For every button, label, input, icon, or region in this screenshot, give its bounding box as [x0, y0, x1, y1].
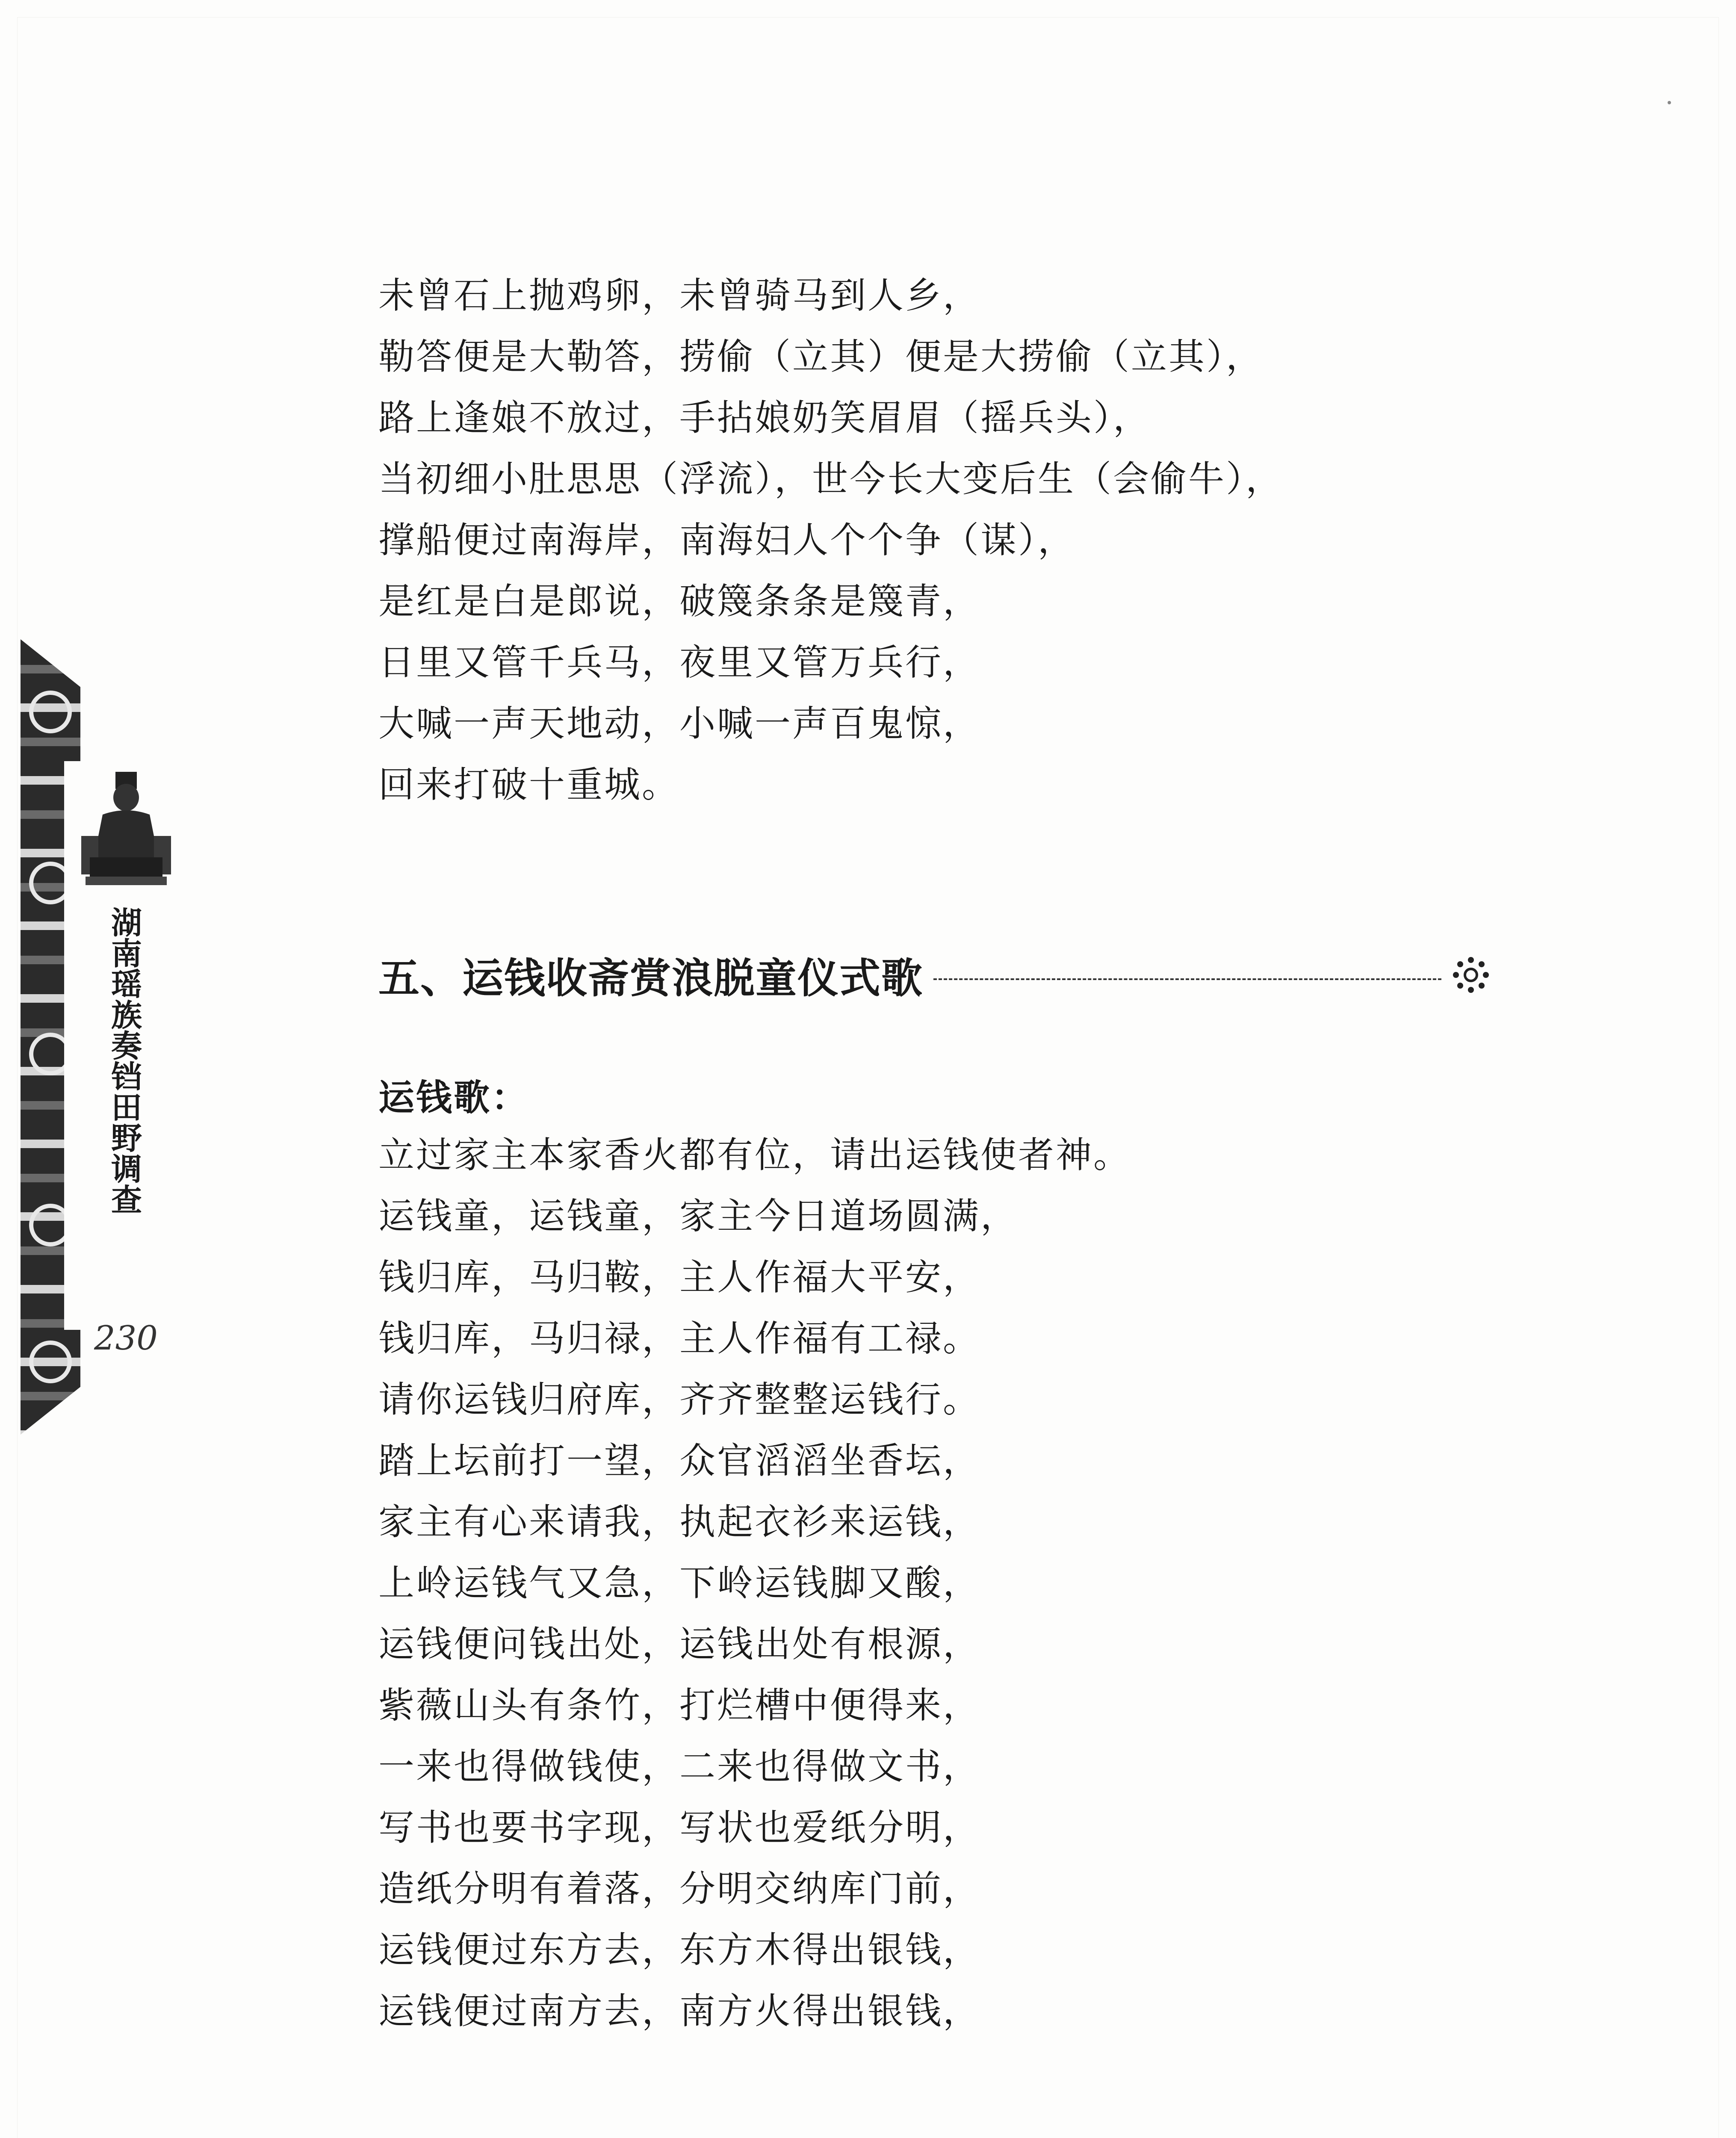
scan-speck	[1668, 101, 1671, 104]
verse-block-top	[378, 265, 1533, 815]
verse-line: 钱归库，马归禄，主人作福有工禄。	[378, 1317, 981, 1359]
verse-line: 是红是白是郎说，破篾条条是篾青，	[378, 580, 981, 622]
verse-line: 未曾石上抛鸡卵，未曾骑马到人乡，	[378, 275, 981, 316]
verse-line: 写书也要书字现，写状也爱纸分明，	[378, 1807, 981, 1849]
flower-ornament-icon	[1452, 956, 1490, 994]
book-title-vertical	[105, 907, 143, 1223]
verse-line: 运钱童，运钱童，家主今日道场圆满，	[378, 1195, 1019, 1237]
verse-line: 当初细小肚思思（浮流），世今长大变后生（会偷牛），	[378, 458, 1284, 500]
verse-line: 立过家主本家香火都有位，请出运钱使者神。	[378, 1134, 1131, 1176]
ornament-icon	[29, 691, 72, 733]
verse-line: 一来也得做钱使，二来也得做文书，	[378, 1745, 981, 1787]
verse-line: 踏上坛前打一望，众官滔滔坐香坛，	[378, 1440, 981, 1482]
verse-line: 回来打破十重城。	[378, 764, 680, 806]
book-title-text: 湖南瑶族奏铛田野调查	[106, 907, 142, 1214]
verse-line: 运钱便过东方去，东方木得出银钱，	[378, 1929, 981, 1971]
verse-line: 运钱便过南方去，南方火得出银钱，	[378, 1990, 981, 2032]
verse-line: 请你运钱归府库，齐齐整整运钱行。	[378, 1379, 981, 1420]
section-heading	[378, 945, 1490, 1005]
subheading: 运钱歌：	[378, 1077, 529, 1119]
section-heading-text: 五、运钱收斋赏浪脱童仪式歌	[378, 954, 923, 1002]
verse-line: 钱归库，马归鞍，主人作福大平安，	[378, 1256, 981, 1298]
verse-line: 勒答便是大勒答，捞偷（立其）便是大捞偷（立其），	[378, 336, 1264, 378]
verse-line: 大喊一声天地动，小喊一声百鬼惊，	[378, 703, 981, 744]
verse-line: 紫薇山头有条竹，打烂槽中便得来，	[378, 1684, 981, 1726]
verse-line: 撑船便过南海岸，南海妇人个个争（谋），	[378, 519, 1076, 561]
verse-line: 上岭运钱气又急，下岭运钱脚又酸，	[378, 1562, 981, 1604]
verse-line: 造纸分明有着落，分明交纳库门前，	[378, 1868, 981, 1910]
verse-line: 路上逢娘不放过，手拈娘奶笑眉眉（摇兵头），	[378, 397, 1151, 439]
dashed-rule	[933, 978, 1441, 980]
ornament-icon	[29, 1341, 72, 1383]
verse-line: 家主有心来请我，执起衣衫来运钱，	[378, 1501, 981, 1543]
seated-deity-figure-icon	[77, 772, 175, 887]
verse-block-bottom	[378, 1125, 1533, 2042]
page-number: 230	[94, 1319, 158, 1358]
verse-line: 日里又管千兵马，夜里又管万兵行，	[378, 641, 981, 683]
verse-line: 运钱便问钱出处，运钱出处有根源，	[378, 1623, 981, 1665]
